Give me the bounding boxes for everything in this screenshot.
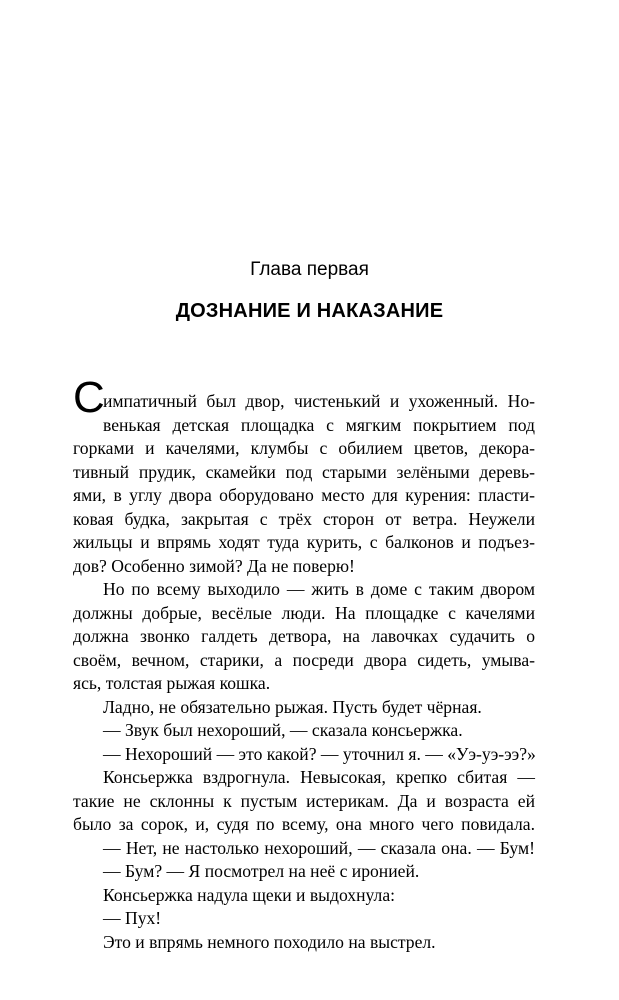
text-line: дов? Особенно зимой? Да не поверю!	[73, 555, 355, 576]
text-line	[73, 373, 535, 422]
text-line: было за сорок, и, судя по всему, она много чего повидала.	[73, 814, 535, 834]
text-line-content: импатичный был двор, чистенький и ухоженный. Но-	[103, 391, 535, 411]
text-line: — Нехороший — это какой? — уточнил я. — «Уэ-уэ-ээ?»	[103, 743, 536, 764]
text-line: ясь, толстая рыжая кошка.	[73, 673, 271, 693]
text-line: тивный прудик, скамейки под старыми зелёными деревь-	[73, 461, 535, 482]
drop-cap: С	[73, 373, 105, 422]
chapter-title: ДОЗНАНИЕ И НАКАЗАНИЕ	[175, 300, 444, 322]
text-line: венькая детская площадка с мягким покрытием под	[103, 414, 535, 435]
chapter-body	[73, 373, 536, 954]
chapter-label: Глава первая	[250, 259, 369, 280]
text-line: Ладно, не обязательно рыжая. Пусть будет чёрная.	[103, 696, 482, 717]
text-line: — Пух!	[103, 908, 162, 928]
text-line: должна звонко галдеть детвора, на лавочках судачить о	[73, 626, 535, 646]
text-line: должны добрые, весёлые люди. На площадке с качелями	[73, 602, 535, 623]
text-line: ями, в углу двора оборудовано место для курения: пласти-	[73, 485, 535, 505]
text-line: — Нет, не настолько нехороший, — сказала она. — Бум!	[103, 837, 535, 858]
text-line: жильцы и впрямь ходят туда курить, с балконов и подъез-	[73, 532, 535, 552]
text-line: Консьержка вздрогнула. Невысокая, крепко сбитая —	[103, 767, 535, 787]
text-line: такие не склонны к пустым истерикам. Да и возраста ей	[73, 790, 535, 811]
text-line: своём, вечном, старики, а посреди двора сидеть, умыва-	[73, 649, 535, 670]
text-line: — Бум? — Я посмотрел на неё с иронией.	[103, 861, 420, 881]
text-line: Консьержка надула щеки и выдохнула:	[103, 884, 396, 905]
text-line: Но по всему выходило — жить в доме с таким двором	[103, 579, 535, 599]
text-line: горками и качелями, клумбы с обилием цветов, декора-	[73, 438, 535, 458]
text-line: Это и впрямь немного походило на выстрел.	[103, 931, 436, 952]
text-line: — Звук был нехороший, — сказала консьержка.	[103, 720, 463, 740]
text-line: ковая будка, закрытая с трёх сторон от ветра. Неужели	[73, 508, 535, 529]
